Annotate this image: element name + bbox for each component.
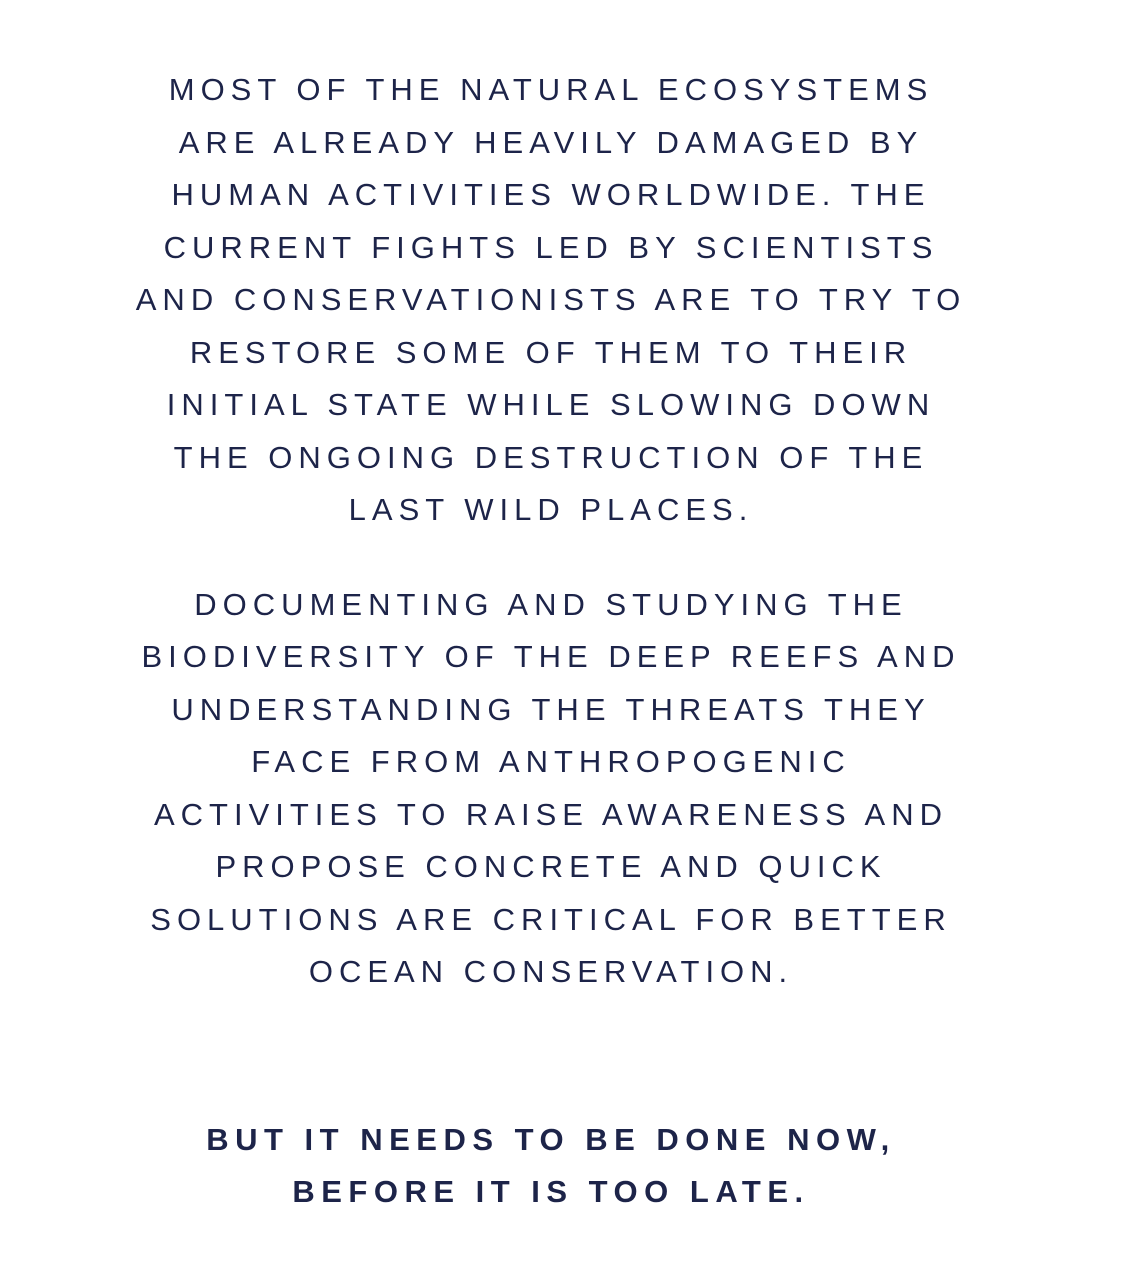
paragraph-spacer: [0, 537, 1102, 579]
paragraph-line: LAST WILD PLACES.: [348, 492, 754, 527]
paragraph-line: MOST OF THE NATURAL ECOSYSTEMS: [168, 72, 934, 107]
paragraph-line: BIODIVERSITY OF THE DEEP REEFS AND: [141, 639, 961, 674]
closing-line: BUT IT NEEDS TO BE DONE NOW,: [206, 1121, 896, 1157]
paragraph-line: DOCUMENTING AND STUDYING THE: [194, 586, 908, 622]
paragraph-line: UNDERSTANDING THE THREATS THEY: [171, 691, 931, 727]
section-spacer: [0, 999, 1102, 1114]
paragraph-line: ACTIVITIES TO RAISE AWARENESS AND: [153, 796, 949, 832]
closing-line: BEFORE IT IS TOO LATE.: [292, 1174, 810, 1209]
paragraph-line: OCEAN CONSERVATION.: [308, 954, 794, 989]
paragraph-ecosystems: [0, 64, 1102, 537]
paragraph-line: THE ONGOING DESTRUCTION OF THE: [173, 439, 929, 475]
paragraph-line: ARE ALREADY HEAVILY DAMAGED BY: [178, 124, 924, 160]
closing-statement: [0, 1114, 1102, 1219]
paragraph-line: HUMAN ACTIVITIES WORLDWIDE. THE: [171, 177, 931, 212]
paragraph-line: INITIAL STATE WHILE SLOWING DOWN: [166, 387, 936, 422]
paragraph-line: FACE FROM ANTHROPOGENIC: [251, 744, 851, 779]
text-section: [0, 64, 1102, 1219]
paragraph-line: SOLUTIONS ARE CRITICAL FOR BETTER: [150, 901, 952, 937]
paragraph-line: AND CONSERVATIONISTS ARE TO TRY TO: [135, 282, 967, 317]
paragraph-deep-reefs: [0, 579, 1102, 999]
paragraph-line: CURRENT FIGHTS LED BY SCIENTISTS: [163, 229, 939, 265]
paragraph-line: PROPOSE CONCRETE AND QUICK: [215, 849, 887, 884]
paragraph-line: RESTORE SOME OF THEM TO THEIR: [189, 334, 913, 370]
